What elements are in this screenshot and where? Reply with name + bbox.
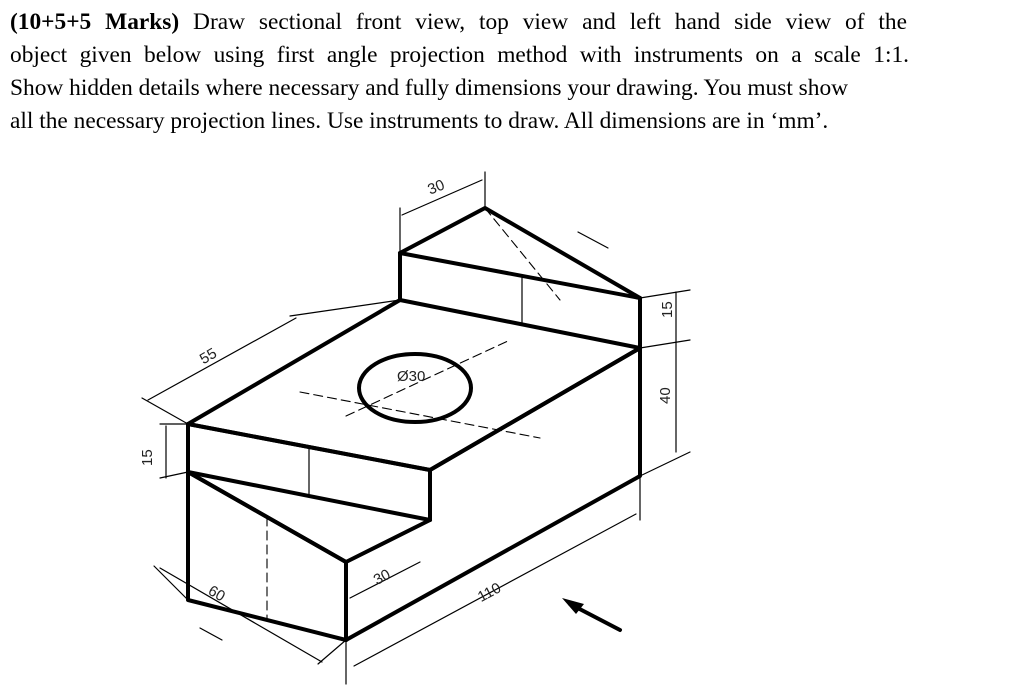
dim-top-width-label: 30 xyxy=(425,176,448,199)
centre-line-hole-1 xyxy=(346,340,510,416)
object-outline xyxy=(188,208,640,640)
centre-line-hole-2 xyxy=(300,392,540,438)
dim-left-ext-2 xyxy=(160,472,188,478)
dim-front-depth-line xyxy=(160,568,322,662)
dim-right-ext-top xyxy=(640,290,690,298)
dim-right-ext-bot xyxy=(640,452,690,476)
dim-depth-ext-1 xyxy=(142,398,188,424)
question-line-1-text: Draw sectional front view, top view and left hand side view of the xyxy=(179,9,907,35)
dim-depth-label: 55 xyxy=(196,344,220,368)
question-line-3: Show hidden details where necessary and fully dimensions your drawing. You must show xyxy=(10,75,849,101)
dim-front-depth-ext-2 xyxy=(318,640,346,664)
hole-circle xyxy=(359,354,471,422)
dim-front-depth-label: 60 xyxy=(205,582,229,606)
left-bottom-arrow xyxy=(200,628,222,640)
upright-top-slope xyxy=(400,208,640,298)
construction-lines xyxy=(267,208,560,620)
question-line-2: object given below using first angle projection method with instruments on a scale 1:1. xyxy=(10,42,909,68)
upright-front xyxy=(400,253,640,348)
dim-left-height-label: 15 xyxy=(139,449,156,466)
dim-length-label: 110 xyxy=(474,579,505,606)
dim-right-ext-mid xyxy=(640,340,690,348)
marks-label: (10+5+5 Marks) xyxy=(10,9,180,35)
dim-right-upper-label: 15 xyxy=(659,301,676,318)
upright-arrow xyxy=(578,232,608,248)
dim-hole-label: Ø30 xyxy=(397,368,426,385)
question-line-4: all the necessary projection lines. Use instruments to draw. All dimensions are in ‘mm’. xyxy=(10,108,829,134)
dim-front-depth-ext-1 xyxy=(154,566,188,600)
dim-right-lower-label: 40 xyxy=(657,387,674,404)
dim-step-label: 30 xyxy=(370,565,394,589)
dim-depth-line xyxy=(148,318,296,400)
